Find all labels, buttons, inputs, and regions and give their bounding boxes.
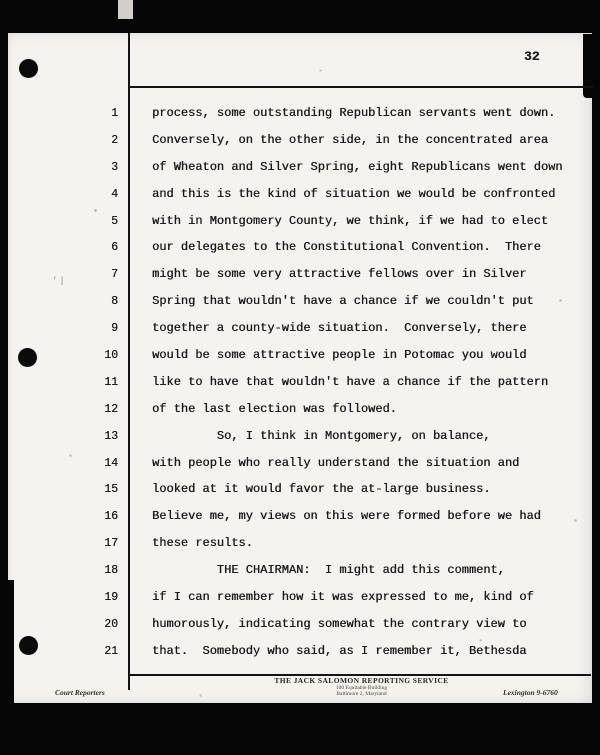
line-text: if I can remember how it was expressed to me, kind of [152, 590, 534, 605]
line-text: and this is the kind of situation we would be confronted [152, 186, 556, 201]
scan-notch [118, 0, 133, 19]
line-number: 14 [104, 456, 118, 470]
line-number: 3 [111, 160, 118, 174]
scan-edge-top [0, 0, 600, 33]
line-number: 15 [104, 483, 118, 497]
transcript-line [0, 288, 600, 315]
transcript-line [0, 584, 600, 611]
footer-address-line2: Baltimore 2, Maryland [336, 691, 387, 698]
transcript-line [0, 154, 600, 181]
transcript-line [0, 315, 600, 342]
line-text: of the last election was followed. [152, 401, 397, 416]
page-number: 32 [524, 49, 540, 64]
transcript-line [0, 638, 600, 665]
line-text: with people who really understand the situation and [152, 455, 520, 470]
scan-edge-bottom [0, 703, 600, 755]
line-text: Conversely, on the other side, in the concentrated area [152, 132, 549, 147]
line-text: that. Somebody who said, as I remember it, Bethesda [152, 643, 527, 658]
line-text: together a county-wide situation. Conversely, there [152, 321, 527, 336]
transcript-line [0, 234, 600, 261]
transcript-line [0, 450, 600, 477]
transcript-line [0, 369, 600, 396]
line-number: 7 [111, 268, 118, 282]
reporting-service-name: THE JACK SALOMON REPORTING SERVICE [274, 676, 449, 685]
line-text: like to have that wouldn't have a chance if the pattern [152, 374, 549, 389]
line-text: process, some outstanding Republican servants went down. [152, 106, 556, 120]
line-text: Believe me, my views on this were formed before we had [152, 509, 541, 524]
line-number: 20 [104, 617, 118, 631]
line-number: 5 [111, 214, 118, 228]
transcript-line [0, 261, 600, 288]
line-number: 19 [104, 591, 118, 605]
line-text: THE CHAIRMAN: I might add this comment, [152, 563, 505, 578]
footer-phone: Lexington 9-6760 [503, 688, 558, 697]
transcript-line [0, 530, 600, 557]
line-number: 6 [111, 241, 118, 255]
line-text: of Wheaton and Silver Spring, eight Republicans went down [152, 159, 563, 174]
line-number: 16 [104, 510, 118, 524]
line-number: 11 [104, 375, 118, 389]
transcript-line [0, 100, 600, 127]
line-text: these results. [152, 536, 253, 551]
footer-court-reporters: Court Reporters [55, 688, 105, 697]
scan-noise [0, 0, 1, 1]
transcript-line [0, 181, 600, 208]
transcript-line [0, 127, 600, 154]
transcript-line [0, 396, 600, 423]
line-text: our delegates to the Constitutional Convention. There [152, 240, 541, 255]
transcript-line [0, 476, 600, 503]
transcript-line [0, 557, 600, 584]
line-number: 17 [104, 537, 118, 551]
line-text: Spring that wouldn't have a chance if we couldn't put [152, 294, 534, 309]
line-text: humorously, indicating somewhat the contrary view to [152, 616, 527, 631]
line-number: 21 [104, 644, 118, 658]
line-number: 1 [111, 107, 118, 120]
transcript-line [0, 342, 600, 369]
line-number: 12 [104, 402, 118, 416]
line-text: So, I think in Montgomery, on balance, [152, 428, 491, 443]
scan-smudge [583, 34, 597, 98]
top-rule [129, 86, 593, 88]
line-number: 9 [111, 322, 118, 336]
line-number: 10 [104, 349, 118, 363]
line-number: 2 [111, 133, 118, 147]
line-number: 13 [104, 429, 118, 443]
line-text: would be some attractive people in Potomac you would [152, 348, 527, 363]
transcript-line [0, 208, 600, 235]
transcript-line [0, 423, 600, 450]
transcript-line [0, 611, 600, 638]
line-text: might be some very attractive fellows over in Silver [152, 267, 527, 282]
line-text: with in Montgomery County, we think, if we had to elect [152, 213, 549, 228]
hole-punch [19, 59, 38, 78]
transcript-lines [0, 100, 600, 665]
footer-address-line1: 100 Equitable Building [335, 685, 388, 691]
transcript-line [0, 503, 600, 530]
line-number: 8 [111, 295, 118, 309]
line-text: looked at it would favor the at-large business. [152, 482, 491, 497]
line-number: 18 [104, 564, 118, 578]
scan-artifact: ’| [52, 276, 67, 286]
line-number: 4 [111, 187, 118, 201]
